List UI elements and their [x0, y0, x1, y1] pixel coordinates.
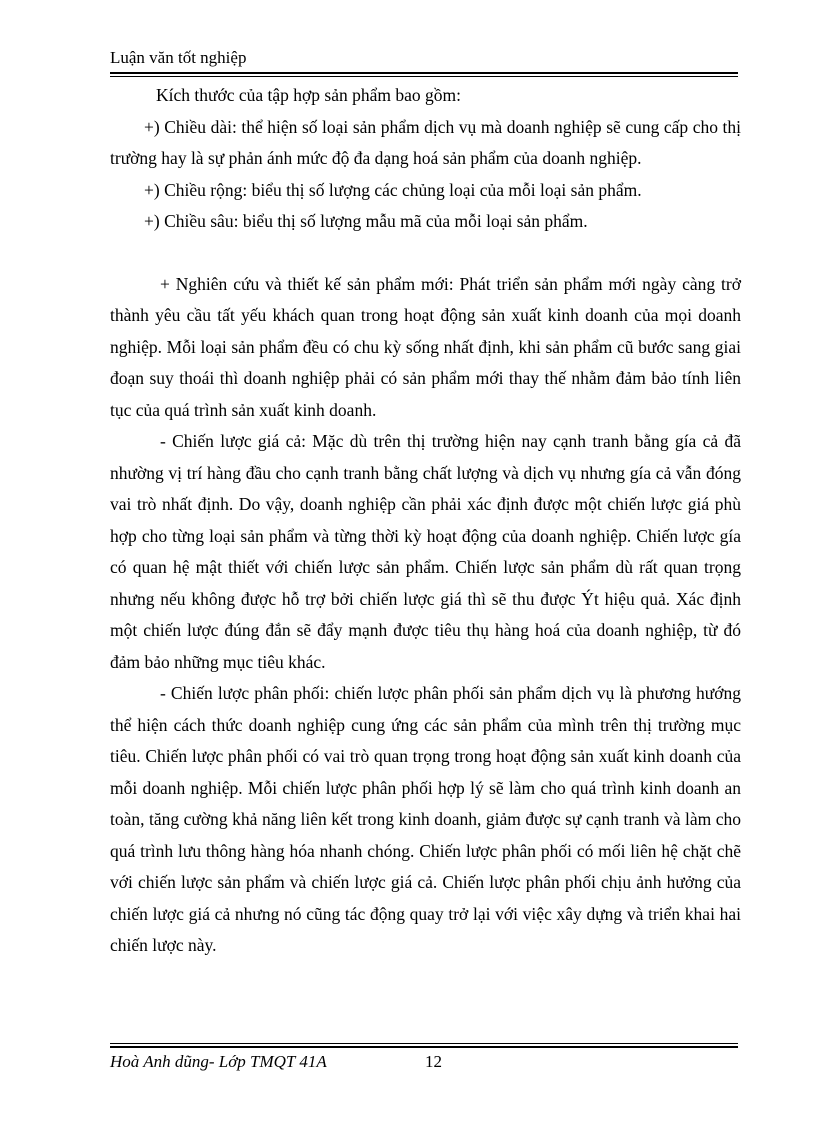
- header-rule-top: [110, 72, 738, 74]
- header-rule-bottom: [110, 76, 738, 77]
- paragraph-price-strategy: - Chiến lược giá cả: Mặc dù trên thị trường hiện nay cạnh tranh bằng gía cả đã nhường vị trí hàng đầu cho cạnh tranh bằng chất lượng và dịch vụ nhưng gía cả vẫn đóng vai trò nhất định. Do vậy, doanh nghiệp cần phải xác định được một chiến lược giá phù hợp cho từng loại sản phẩm và từng thời kỳ hoạt động của doanh nghiệp. Chiến lược gía có quan hệ mật thiết với chiến lược sản phẩm. Chiến lược sản phẩm dù rất quan trọng nhưng nếu không được hỗ trợ bởi chiến lược giá thì sẽ thu được Ýt hiệu quả. Xác định một chiến lược đúng đắn sẽ đẩy mạnh được tiêu thụ hàng hoá của doanh nghiệp, từ đó đảm bảo những mục tiêu khác.: [110, 431, 741, 672]
- paragraph-depth: +) Chiều sâu: biểu thị số lượng mẫu mã của mỗi loại sản phẩm.: [144, 211, 588, 231]
- paragraph-distribution-strategy: - Chiến lược phân phối: chiến lược phân phối sản phẩm dịch vụ là phương hướng thể hiện cách thức doanh nghiệp cung ứng các sản phẩm của mình trên thị trường mục tiêu. Chiến lược phân phối có vai trò quan trọng trong hoạt động sản xuất kinh doanh của mỗi doanh nghiệp. Mỗi chiến lược phân phối hợp lý sẽ làm cho quá trình kinh doanh an toàn, tăng cường khả năng liên kết trong kinh doanh, giảm được sự cạnh tranh và làm cho quá trình lưu thông hàng hóa nhanh chóng. Chiến lược phân phối có mối liên hệ chặt chẽ với chiến lược sản phẩm và chiến lược giá cả. Chiến lược phân phối chịu ảnh hưởng của chiến lược giá cả nhưng nó cũng tác động quay trở lại với việc xây dựng và triển khai hai chiến lược này.: [110, 683, 741, 955]
- header-title: Luận văn tốt nghiệp: [110, 48, 247, 67]
- paragraph-gap: [110, 238, 741, 269]
- paragraph-width: +) Chiều rộng: biểu thị số lượng các chủng loại của mỗi loại sản phẩm.: [144, 179, 642, 200]
- paragraph-size-intro: Kích thước của tập hợp sản phẩm bao gồm:: [156, 85, 462, 105]
- footer-author: Hoà Anh dũng- Lớp TMQT 41A: [110, 1052, 327, 1071]
- paragraph-length: +) Chiều dài: thể hiện số loại sản phẩm dịch vụ mà doanh nghiệp sẽ cung cấp cho thị trường hay là sự phản ánh mức độ đa dạng hoá sản phẩm của doanh nghiệp.: [110, 116, 741, 168]
- paragraph-new-product: + Nghiên cứu và thiết kế sản phẩm mới: Phát triển sản phẩm mới ngày càng trở thành yêu cầu tất yếu khách quan trong hoạt động sản xuất kinh doanh của mọi doanh nghiệp. Mỗi loại sản phẩm đều có chu kỳ sống nhất định, khi sản phẩm cũ bước sang giai đoạn suy thoái thì doanh nghiệp phải có sản phẩm mới thay thế nhằm đảm bảo tính liên tục của quá trình sản xuất kinh doanh.: [110, 273, 741, 420]
- footer-rule-bottom: [110, 1046, 738, 1048]
- footer-rule-top: [110, 1043, 738, 1044]
- body-text: [110, 80, 741, 962]
- page-number: 12: [425, 1052, 442, 1071]
